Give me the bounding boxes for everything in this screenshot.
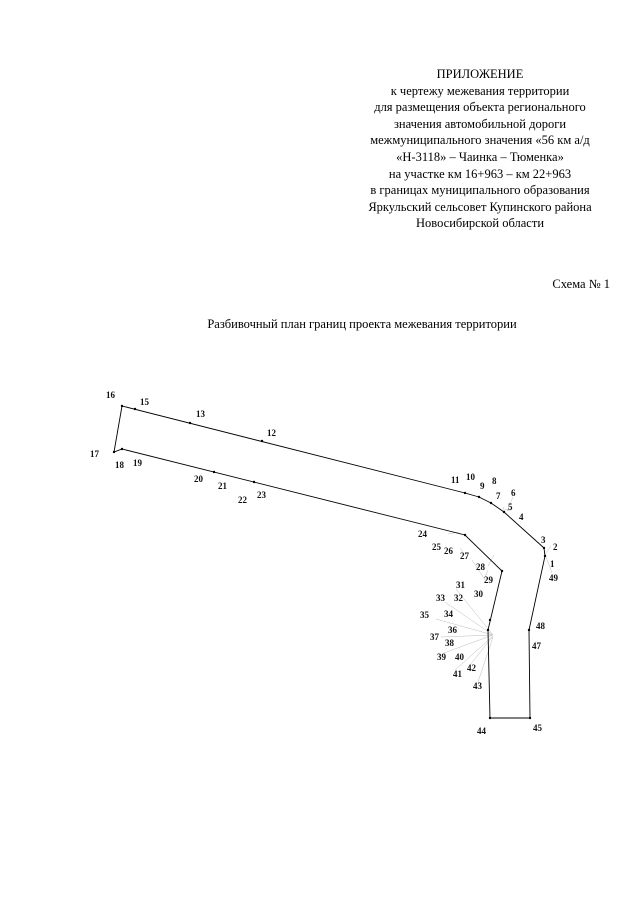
vertex-marker <box>261 440 263 442</box>
vertex-marker <box>213 471 215 473</box>
point-label-44: 44 <box>477 726 486 736</box>
vertex-marker <box>529 717 531 719</box>
point-label-42: 42 <box>467 663 476 673</box>
point-label-21: 21 <box>218 481 227 491</box>
point-label-43: 43 <box>473 681 482 691</box>
vertex-marker <box>501 570 503 572</box>
annex-line-7: на участке км 16+963 – км 22+963 <box>388 166 572 181</box>
point-label-13: 13 <box>196 409 205 419</box>
point-label-18: 18 <box>115 460 124 470</box>
annex-line-4: значения автомобильной дороги <box>393 116 567 131</box>
annex-line-2: к чертежу межевания территории <box>390 83 570 98</box>
point-label-33: 33 <box>436 593 445 603</box>
vertex-marker <box>478 496 480 498</box>
vertex-marker <box>528 629 530 631</box>
point-label-40: 40 <box>455 652 464 662</box>
point-label-38: 38 <box>445 638 454 648</box>
point-label-19: 19 <box>133 458 142 468</box>
point-label-6: 6 <box>511 488 516 498</box>
point-label-10: 10 <box>466 472 475 482</box>
vertex-marker <box>543 547 545 549</box>
vertex-marker <box>121 448 123 450</box>
point-label-45: 45 <box>533 723 542 733</box>
point-label-12: 12 <box>267 428 276 438</box>
point-label-4: 4 <box>519 512 524 522</box>
vertex-marker <box>121 405 123 407</box>
point-label-31: 31 <box>456 580 465 590</box>
point-label-11: 11 <box>451 475 460 485</box>
vertex-marker <box>189 422 191 424</box>
vertex-marker <box>253 481 255 483</box>
scheme-number: Схема № 1 <box>552 277 610 291</box>
point-label-35: 35 <box>420 610 429 620</box>
point-label-32: 32 <box>454 593 463 603</box>
point-label-36: 36 <box>448 625 457 635</box>
point-label-3: 3 <box>541 535 546 545</box>
point-label-25: 25 <box>432 542 441 552</box>
vertex-marker <box>464 534 466 536</box>
vertex-marker <box>490 502 492 504</box>
point-label-23: 23 <box>257 490 266 500</box>
point-label-30: 30 <box>474 589 483 599</box>
point-label-27: 27 <box>460 551 469 561</box>
plan-title: Разбивочный план границ проекта межевания территории <box>207 317 517 331</box>
point-label-48: 48 <box>536 621 545 631</box>
annex-line-9: Яркульский сельсовет Купинского района <box>368 199 592 214</box>
point-label-8: 8 <box>492 476 497 486</box>
annex-line-1: ПРИЛОЖЕНИЕ <box>436 67 524 81</box>
point-label-41: 41 <box>453 669 462 679</box>
point-label-29: 29 <box>484 575 493 585</box>
vertex-marker <box>113 451 115 453</box>
vertex-marker <box>544 555 546 557</box>
annex-line-8: в границах муниципального образования <box>370 183 590 198</box>
annex-line-3: для размещения объекта регионального <box>374 100 586 115</box>
point-label-26: 26 <box>444 546 453 556</box>
vertex-marker <box>489 619 491 621</box>
point-label-24: 24 <box>418 529 427 539</box>
point-label-22: 22 <box>238 495 247 505</box>
vertex-marker <box>487 629 489 631</box>
point-label-34: 34 <box>444 609 453 619</box>
point-label-39: 39 <box>437 652 446 662</box>
point-label-15: 15 <box>140 397 149 407</box>
vertex-marker <box>134 408 136 410</box>
point-label-1: 1 <box>550 559 555 569</box>
point-label-2: 2 <box>553 542 558 552</box>
point-label-28: 28 <box>476 562 485 572</box>
point-label-17: 17 <box>90 449 99 459</box>
vertex-marker <box>503 511 505 513</box>
point-label-47: 47 <box>532 641 541 651</box>
vertex-marker <box>464 492 466 494</box>
vertex-marker <box>489 717 491 719</box>
point-label-5: 5 <box>508 502 513 512</box>
point-label-9: 9 <box>480 481 485 491</box>
point-label-49: 49 <box>549 573 558 583</box>
point-label-16: 16 <box>106 390 115 400</box>
annex-line-5: межмуниципального значения «56 км а/д <box>370 133 590 148</box>
leader-lines <box>436 497 552 682</box>
annex-line-10: Новосибирской области <box>415 216 545 231</box>
point-label-20: 20 <box>194 474 203 484</box>
point-label-7: 7 <box>496 491 501 501</box>
annex-line-6: «Н-3118» – Чаинка – Тюменка» <box>396 149 564 164</box>
point-labels <box>90 390 559 736</box>
point-label-37: 37 <box>430 632 439 642</box>
